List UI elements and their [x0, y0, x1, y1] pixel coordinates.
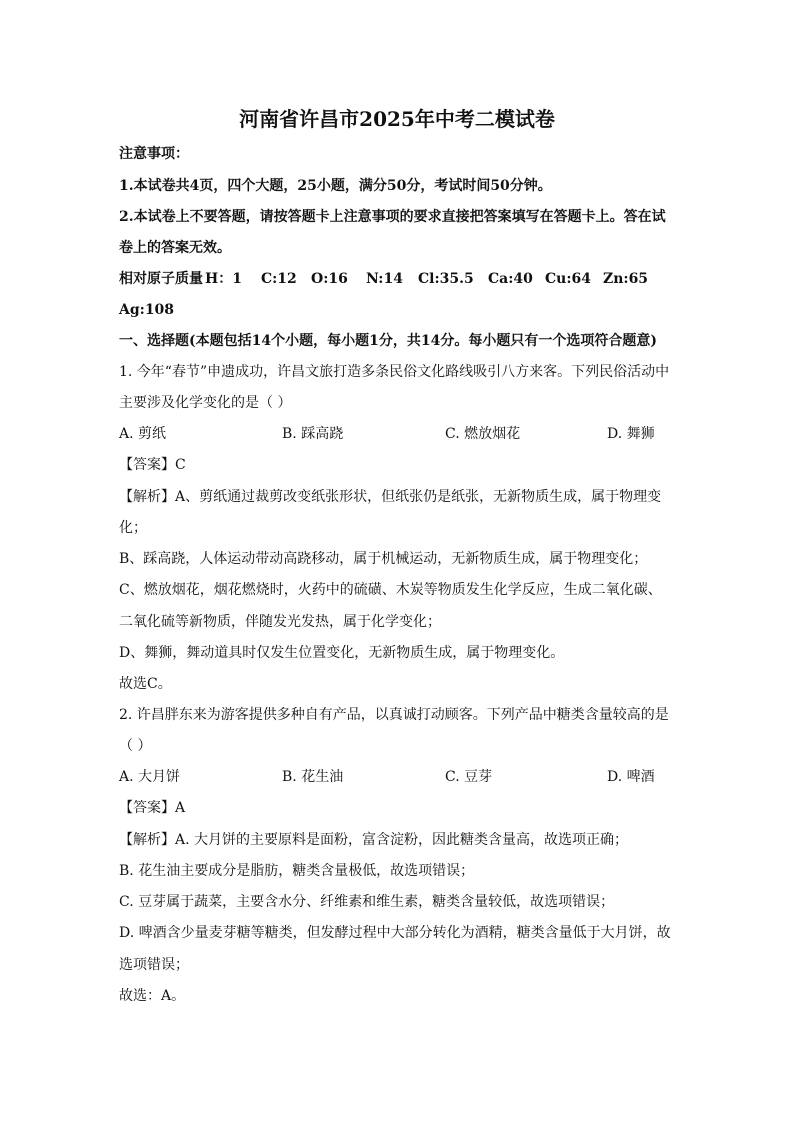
q1-stem-line-1: 1. 今年“春节”申遗成功，许昌文旅打造多条民俗文化路线吸引八方来客。下列民俗活动中 [119, 364, 670, 380]
q1-analysis-line-7: 故选C。 [119, 676, 172, 692]
q1-analysis-line-1: 【解析】A、剪纸通过裁剪改变纸张形状，但纸张仍是纸张，无新物质生成，属于物理变 [119, 489, 662, 505]
atomic-mass-line [119, 269, 649, 289]
atomic-mass-cu: Cu:64 [545, 271, 591, 287]
notes-heading: 注意事项： [119, 146, 189, 162]
atomic-mass-c: C:12 [261, 271, 297, 287]
q1-analysis-line-2: 化； [119, 520, 147, 536]
q2-stem-line-2: （ ） [119, 738, 152, 754]
q1-option-d: D. 舞狮 [607, 426, 655, 442]
notes-item-2-line-2: 卷上的答案无效。 [119, 240, 231, 256]
notes-item-2-line-1: 2.本试卷上不要答题，请按答题卡上注意事项的要求直接把答案填写在答题卡上。答在试 [119, 209, 666, 225]
q2-analysis-line-2: B. 花生油主要成分是脂肪，糖类含量极低，故选项错误； [119, 863, 475, 879]
notes-item-1: 1.本试卷共4页，四个大题，25小题，满分50分，考试时间50分钟。 [119, 178, 552, 194]
atomic-mass-o: O:16 [311, 271, 348, 287]
q2-analysis-line-3: C. 豆芽属于蔬菜，主要含水分、纤维素和维生素，糖类含量较低，故选项错误； [119, 894, 615, 910]
q1-stem-line-2: 主要涉及化学变化的是（ ） [119, 395, 292, 411]
q2-stem-line-1: 2. 许昌胖东来为游客提供多种自有产品，以真诚打动顾客。下列产品中糖类含量较高的是 [119, 707, 669, 723]
q2-option-a: A. 大月饼 [119, 769, 181, 785]
q2-option-c: C. 豆芽 [445, 769, 493, 785]
atomic-mass-ca: Ca:40 [488, 271, 533, 287]
atomic-mass-n: N:14 [366, 271, 403, 287]
q2-option-d: D. 啤酒 [607, 769, 655, 785]
atomic-mass-ag: Ag:108 [119, 302, 175, 318]
q1-analysis-line-6: D、舞狮，舞动道具时仅发生位置变化，无新物质生成，属于物理变化。 [119, 645, 565, 661]
q2-analysis-line-4: D. 啤酒含少量麦芽糖等糖类，但发酵过程中大部分转化为酒精，糖类含量低于大月饼，故 [119, 925, 671, 941]
atomic-mass-label: 相对原子质量 [119, 271, 203, 287]
atomic-mass-zn: Zn:65 [603, 271, 649, 287]
q2-analysis-line-5: 选项错误； [119, 957, 189, 973]
q1-analysis-line-5: 二氧化硫等新物质，伴随发光发热，属于化学变化； [119, 614, 441, 630]
q1-option-c: C. 燃放烟花 [445, 426, 521, 442]
q1-option-b: B. 踩高跷 [282, 426, 344, 442]
q2-answer: 【答案】A [119, 800, 186, 816]
q2-analysis-line-1: 【解析】A. 大月饼的主要原料是面粉，富含淀粉，因此糖类含量高，故选项正确； [119, 832, 629, 848]
q1-answer: 【答案】C [119, 457, 186, 473]
q2-analysis-line-6: 故选：A。 [119, 988, 186, 1004]
page-title: 河南省许昌市2025年中考二模试卷 [239, 107, 555, 131]
q1-option-a: A. 剪纸 [119, 426, 167, 442]
section-1-heading: 一、选择题(本题包括14个小题，每小题1分，共14分。每小题只有一个选项符合题意) [119, 333, 657, 349]
atomic-mass-h: H：1 [205, 271, 242, 287]
q1-analysis-line-4: C、燃放烟花，烟花燃烧时，火药中的硫磺、木炭等物质发生化学反应，生成二氧化碳、 [119, 582, 662, 598]
q1-analysis-line-3: B、踩高跷，人体运动带动高跷移动，属于机械运动，无新物质生成，属于物理变化； [119, 551, 648, 567]
atomic-mass-cl: Cl:35.5 [418, 271, 474, 287]
q2-option-b: B. 花生油 [282, 769, 344, 785]
